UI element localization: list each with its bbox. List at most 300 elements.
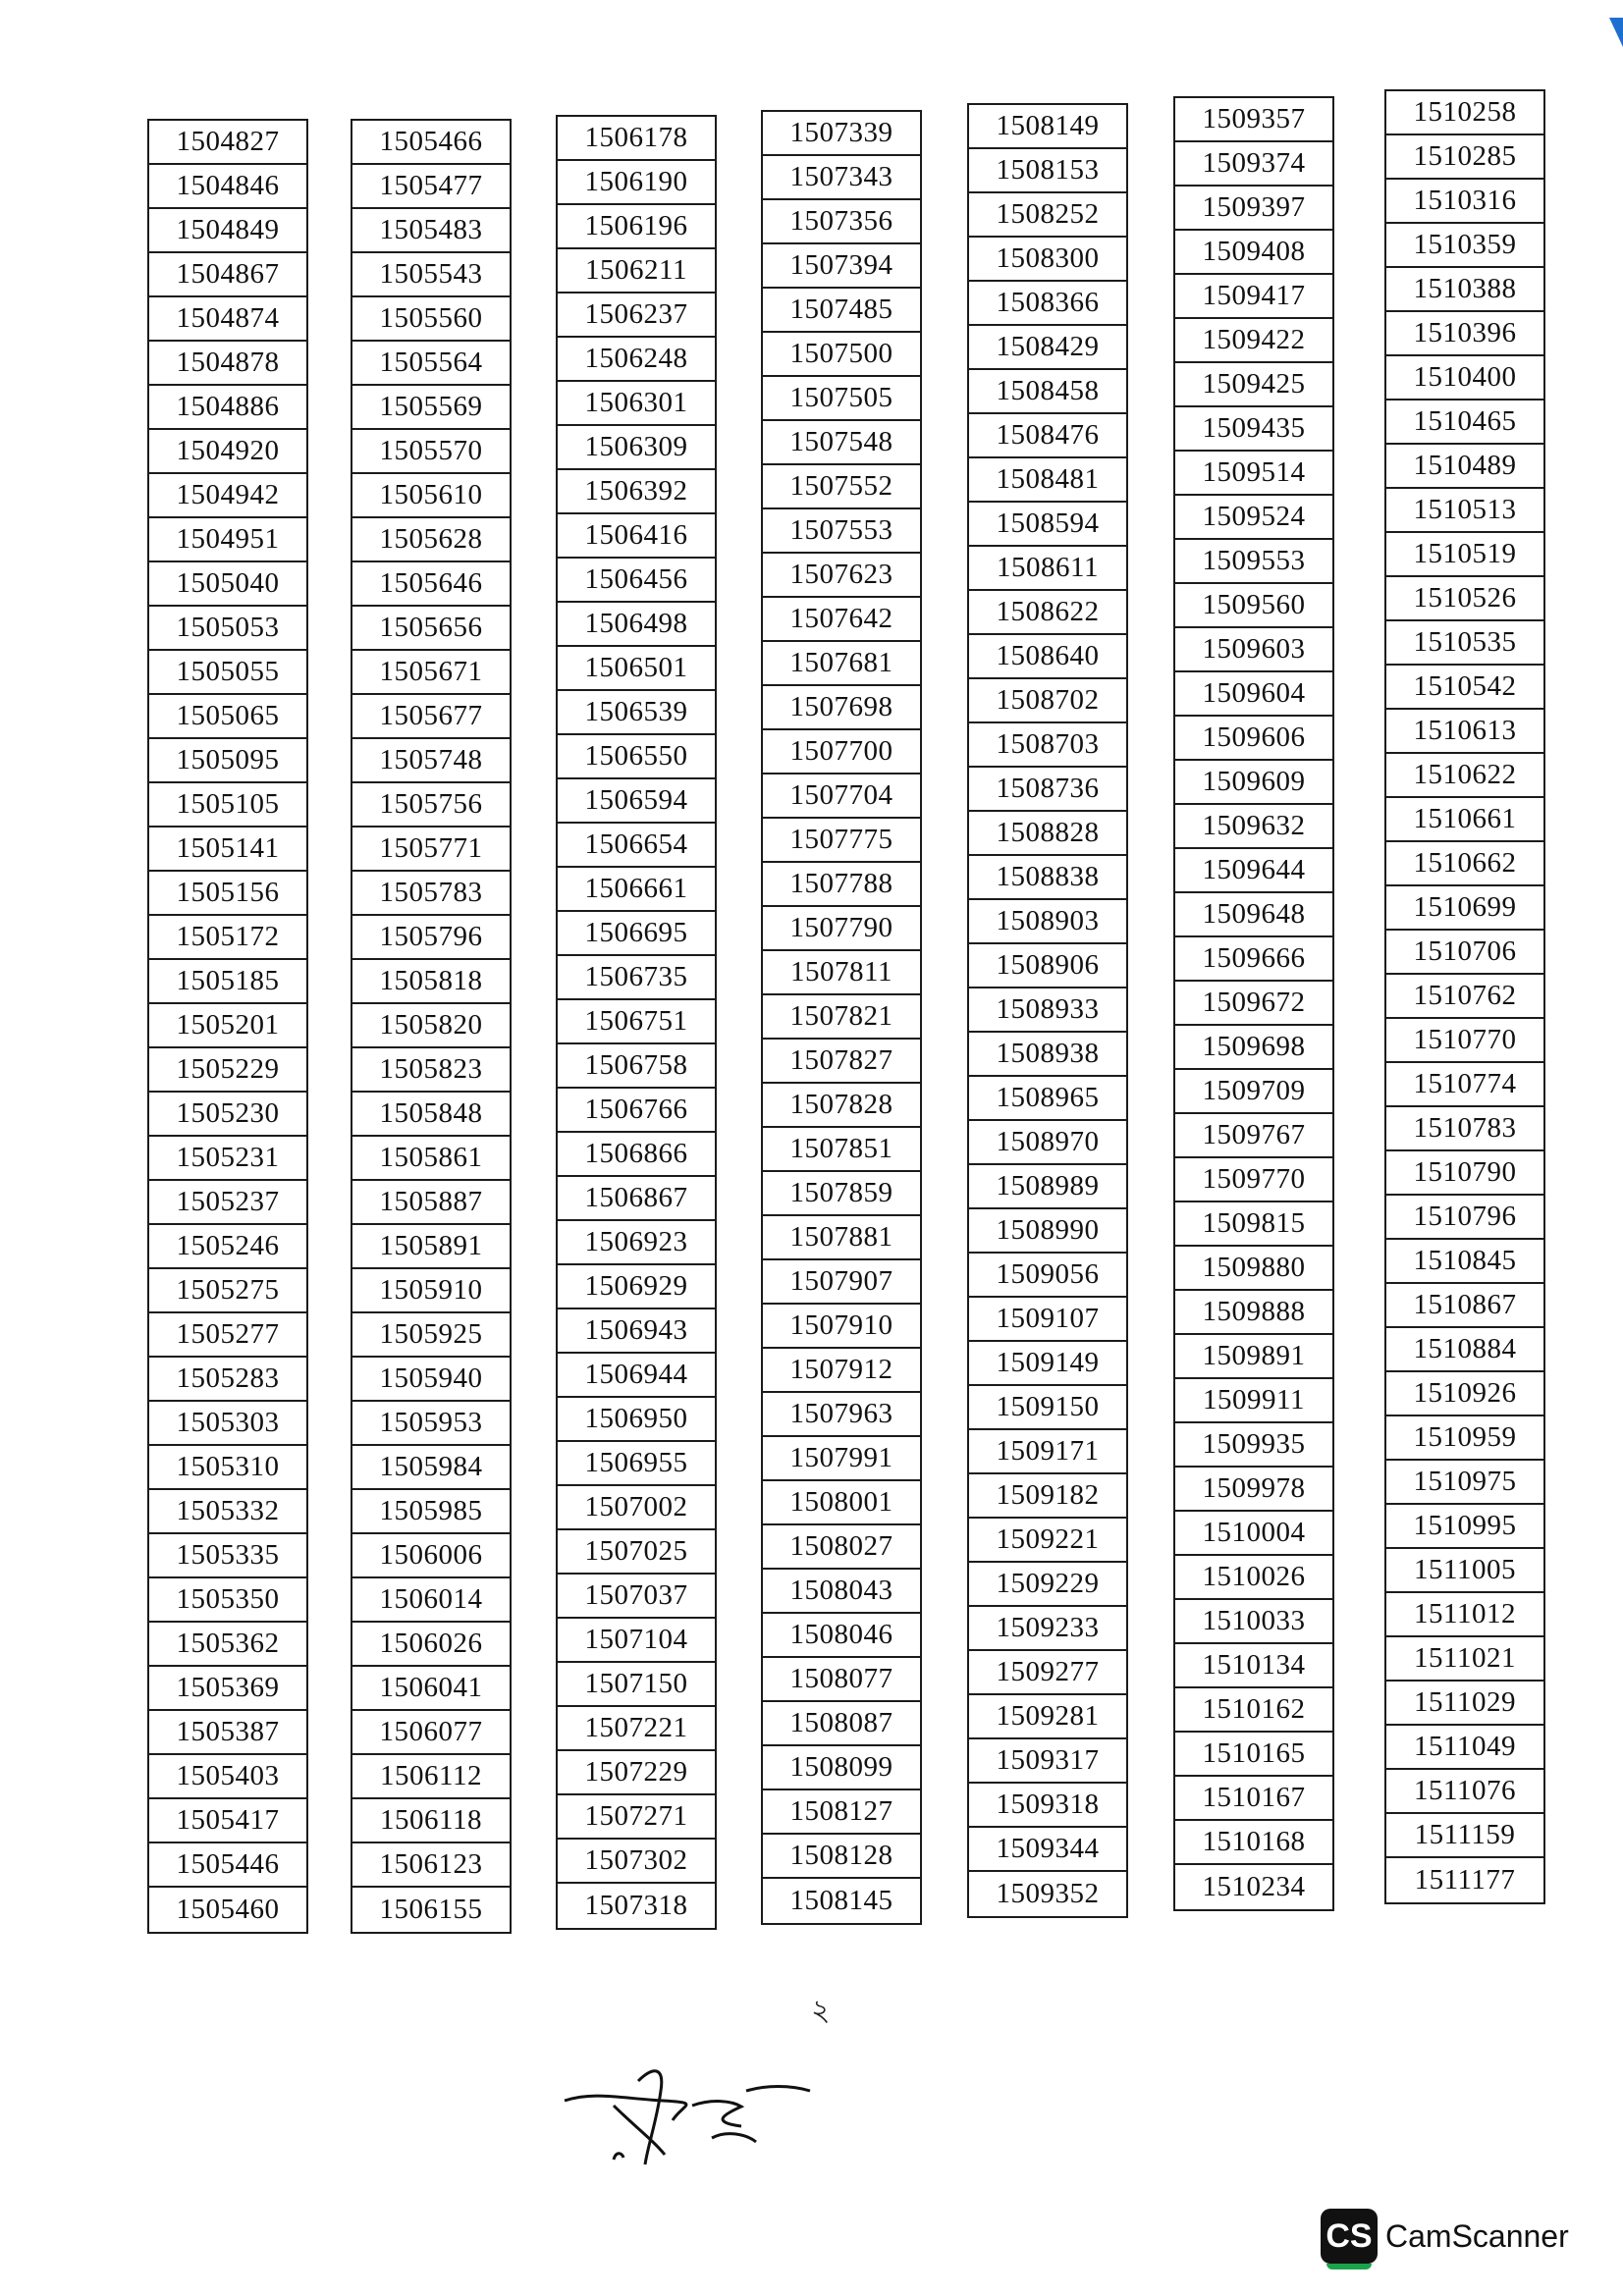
id-cell: 1510790 [1386,1151,1543,1196]
id-cell: 1505310 [149,1446,306,1490]
id-cell: 1506735 [558,956,715,1000]
id-cell: 1509056 [969,1254,1126,1298]
id-cell: 1508458 [969,370,1126,414]
id-cell: 1508481 [969,458,1126,503]
id-cell: 1509107 [969,1298,1126,1342]
id-cell: 1509352 [996,1878,1100,1909]
id-cell: 1508828 [969,812,1126,856]
id-cell: 1505610 [352,474,510,518]
id-cell: 1505570 [352,430,510,474]
id-cell: 1505646 [352,562,510,607]
id-cell: 1505229 [149,1048,306,1093]
id-cell: 1511159 [1386,1814,1543,1858]
id-cell: 1508046 [763,1614,920,1658]
id-cell: 1505861 [352,1137,510,1181]
id-cell: 1510762 [1386,975,1543,1019]
id-column-3 [556,115,717,1930]
id-cell: 1506955 [558,1442,715,1486]
id-cell: 1505040 [149,562,306,607]
id-cell: 1505065 [149,695,306,739]
id-cell: 1506112 [352,1755,510,1799]
id-cell: 1509911 [1175,1379,1332,1423]
id-cell: 1509935 [1175,1423,1332,1468]
id-cell: 1506498 [558,603,715,647]
id-cell: 1509698 [1175,1026,1332,1070]
id-cell: 1510622 [1386,754,1543,798]
id-cell: 1508594 [969,503,1126,547]
id-cell: 1509815 [1175,1202,1332,1247]
id-cell: 1509357 [1175,98,1332,142]
id-cell: 1508099 [763,1746,920,1790]
id-cell: 1510026 [1175,1556,1332,1600]
id-cell: 1505335 [149,1534,306,1578]
id-column-5 [967,103,1128,1918]
id-cell: 1508965 [969,1077,1126,1121]
id-cell: 1506416 [558,514,715,559]
id-cell: 1510004 [1175,1512,1332,1556]
corner-mark [1609,18,1623,47]
id-cell: 1509150 [969,1386,1126,1430]
id-cell: 1506867 [558,1177,715,1221]
id-cell: 1509880 [1175,1247,1332,1291]
id-cell: 1505953 [352,1402,510,1446]
id-cell: 1510613 [1386,710,1543,754]
id-cell: 1508145 [789,1885,893,1916]
id-cell: 1505985 [352,1490,510,1534]
id-cell: 1509397 [1175,187,1332,231]
id-cell: 1506929 [558,1265,715,1309]
id-cell: 1508702 [969,679,1126,723]
camscanner-name: CamScanner [1385,2217,1569,2254]
id-cell: 1504827 [149,121,306,165]
id-cell: 1510388 [1386,268,1543,312]
id-cell: 1507505 [763,377,920,421]
id-cell: 1511029 [1386,1682,1543,1726]
id-cell: 1506944 [558,1354,715,1398]
id-cell: 1508640 [969,635,1126,679]
id-cell: 1505671 [352,651,510,695]
id-cell: 1510134 [1175,1644,1332,1688]
id-cell: 1507356 [763,200,920,244]
id-cell: 1509524 [1175,496,1332,540]
id-cell: 1506178 [558,117,715,161]
id-cell: 1505848 [352,1093,510,1137]
id-cell: 1509978 [1175,1468,1332,1512]
id-cell: 1506661 [558,868,715,912]
id-cell: 1506014 [352,1578,510,1623]
id-cell: 1507821 [763,995,920,1040]
id-cell: 1505055 [149,651,306,695]
id-cell: 1510774 [1386,1063,1543,1107]
id-cell: 1511049 [1386,1726,1543,1770]
id-cell: 1507912 [763,1349,920,1393]
id-cell: 1505201 [149,1004,306,1048]
id-cell: 1509560 [1175,584,1332,628]
id-column-2 [351,119,512,1934]
id-cell: 1511012 [1386,1593,1543,1637]
id-cell: 1509281 [969,1695,1126,1739]
id-cell: 1508703 [969,723,1126,768]
id-cell: 1509149 [969,1342,1126,1386]
id-cell: 1504942 [149,474,306,518]
id-cell: 1510526 [1386,577,1543,621]
id-cell: 1507548 [763,421,920,465]
id-cell: 1505387 [149,1711,306,1755]
id-cell: 1510162 [1175,1688,1332,1733]
id-cell: 1509644 [1175,849,1332,893]
id-cell: 1507229 [558,1751,715,1795]
id-cell: 1510661 [1386,798,1543,842]
id-cell: 1508149 [969,105,1126,149]
id-column-7 [1384,89,1545,1904]
id-cell: 1509604 [1175,672,1332,717]
id-cell: 1507851 [763,1128,920,1172]
id-cell: 1509229 [969,1563,1126,1607]
id-cell: 1505756 [352,783,510,828]
id-cell: 1509422 [1175,319,1332,363]
id-cell: 1509417 [1175,275,1332,319]
id-cell: 1509317 [969,1739,1126,1784]
id-cell: 1510770 [1386,1019,1543,1063]
id-cell: 1507775 [763,819,920,863]
id-cell: 1507859 [763,1172,920,1216]
id-cell: 1505910 [352,1269,510,1313]
id-cell: 1508087 [763,1702,920,1746]
id-cell: 1505141 [149,828,306,872]
id-cell: 1509233 [969,1607,1126,1651]
id-cell: 1505796 [352,916,510,960]
id-cell: 1510168 [1175,1821,1332,1865]
id-cell: 1505237 [149,1181,306,1225]
id-cell: 1508027 [763,1525,920,1570]
id-cell: 1505283 [149,1358,306,1402]
id-cell: 1506077 [352,1711,510,1755]
id-cell: 1507339 [763,112,920,156]
id-cell: 1507881 [763,1216,920,1260]
id-cell: 1505564 [352,342,510,386]
id-cell: 1505172 [149,916,306,960]
id-cell: 1509425 [1175,363,1332,407]
id-cell: 1505569 [352,386,510,430]
id-cell: 1507910 [763,1305,920,1349]
id-cell: 1505543 [352,253,510,297]
id-cell: 1510396 [1386,312,1543,356]
id-cell: 1505887 [352,1181,510,1225]
id-cell: 1505891 [352,1225,510,1269]
id-cell: 1507025 [558,1530,715,1575]
id-cell: 1506695 [558,912,715,956]
id-cell: 1508476 [969,414,1126,458]
id-cell: 1510165 [1175,1733,1332,1777]
id-cell: 1504846 [149,165,306,209]
id-cell: 1507698 [763,686,920,730]
id-cell: 1507343 [763,156,920,200]
id-cell: 1504849 [149,209,306,253]
id-cell: 1504867 [149,253,306,297]
id-cell: 1506123 [352,1843,510,1888]
id-column-6 [1173,96,1334,1911]
id-cell: 1509770 [1175,1158,1332,1202]
id-cell: 1507827 [763,1040,920,1084]
id-cell: 1509672 [1175,982,1332,1026]
id-cell: 1505362 [149,1623,306,1667]
id-cell: 1505477 [352,165,510,209]
id-cell: 1509514 [1175,452,1332,496]
id-cell: 1510796 [1386,1196,1543,1240]
id-cell: 1505628 [352,518,510,562]
id-cell: 1510535 [1386,621,1543,666]
id-cell: 1506539 [558,691,715,735]
id-cell: 1505483 [352,209,510,253]
id-cell: 1509709 [1175,1070,1332,1114]
id-cell: 1506950 [558,1398,715,1442]
id-cell: 1505823 [352,1048,510,1093]
id-cell: 1505820 [352,1004,510,1048]
id-cell: 1509553 [1175,540,1332,584]
id-cell: 1507828 [763,1084,920,1128]
id-cell: 1509632 [1175,805,1332,849]
id-cell: 1507104 [558,1619,715,1663]
id-cell: 1506923 [558,1221,715,1265]
id-cell: 1506006 [352,1534,510,1578]
id-cell: 1510995 [1386,1505,1543,1549]
id-cell: 1508938 [969,1033,1126,1077]
id-cell: 1506211 [558,249,715,294]
id-cell: 1505417 [149,1799,306,1843]
id-cell: 1509648 [1175,893,1332,937]
id-cell: 1506237 [558,294,715,338]
id-cell: 1508128 [763,1835,920,1879]
id-cell: 1506309 [558,426,715,470]
id-cell: 1505369 [149,1667,306,1711]
id-cell: 1505246 [149,1225,306,1269]
id-cell: 1505771 [352,828,510,872]
id-cell: 1507623 [763,554,920,598]
id-cell: 1507002 [558,1486,715,1530]
id-cell: 1507700 [763,730,920,774]
id-cell: 1505783 [352,872,510,916]
id-cell: 1508252 [969,193,1126,238]
id-cell: 1511021 [1386,1637,1543,1682]
id-cell: 1509603 [1175,628,1332,672]
id-cell: 1507553 [763,509,920,554]
id-cell: 1507991 [763,1437,920,1481]
id-cell: 1510662 [1386,842,1543,886]
signature-image [555,2061,889,2169]
id-cell: 1505940 [352,1358,510,1402]
id-cell: 1507221 [558,1707,715,1751]
id-cell: 1505095 [149,739,306,783]
id-cell: 1508077 [763,1658,920,1702]
id-cell: 1505303 [149,1402,306,1446]
id-cell: 1507485 [763,289,920,333]
id-cell: 1510926 [1386,1372,1543,1416]
id-cell: 1507394 [763,244,920,289]
id-cell: 1509344 [969,1828,1126,1872]
id-cell: 1504874 [149,297,306,342]
id-cell: 1506392 [558,470,715,514]
id-cell: 1505275 [149,1269,306,1313]
id-cell: 1505230 [149,1093,306,1137]
id-cell: 1508990 [969,1209,1126,1254]
id-cell: 1506248 [558,338,715,382]
id-cell: 1508903 [969,900,1126,944]
id-cell: 1506501 [558,647,715,691]
id-cell: 1510783 [1386,1107,1543,1151]
id-cell: 1509435 [1175,407,1332,452]
id-cell: 1510489 [1386,445,1543,489]
id-cell: 1505231 [149,1137,306,1181]
id-cell: 1510959 [1386,1416,1543,1461]
id-cell: 1508001 [763,1481,920,1525]
id-cell: 1510975 [1386,1461,1543,1505]
id-cell: 1509277 [969,1651,1126,1695]
id-cell: 1505053 [149,607,306,651]
id-cell: 1509767 [1175,1114,1332,1158]
id-cell: 1508622 [969,591,1126,635]
id-column-1 [147,119,308,1934]
id-cell: 1509609 [1175,761,1332,805]
id-cell: 1506654 [558,824,715,868]
id-cell: 1508838 [969,856,1126,900]
id-cell: 1510884 [1386,1328,1543,1372]
id-cell: 1508736 [969,768,1126,812]
id-cell: 1508127 [763,1790,920,1835]
id-cell: 1507150 [558,1663,715,1707]
id-cell: 1509666 [1175,937,1332,982]
id-cell: 1506456 [558,559,715,603]
id-cell: 1505185 [149,960,306,1004]
id-cell: 1505277 [149,1313,306,1358]
id-cell: 1507704 [763,774,920,819]
id-cell: 1506594 [558,779,715,824]
id-cell: 1506026 [352,1623,510,1667]
id-cell: 1510845 [1386,1240,1543,1284]
id-cell: 1505818 [352,960,510,1004]
id-cell: 1505677 [352,695,510,739]
id-cell: 1510519 [1386,533,1543,577]
id-cell: 1505984 [352,1446,510,1490]
id-cell: 1505156 [149,872,306,916]
id-cell: 1508906 [969,944,1126,988]
id-cell: 1505105 [149,783,306,828]
id-cell: 1507907 [763,1260,920,1305]
id-cell: 1507037 [558,1575,715,1619]
id-cell: 1508933 [969,988,1126,1033]
id-cell: 1507302 [558,1840,715,1884]
camscanner-logo-mark: CS [1321,2209,1378,2264]
id-cell: 1508366 [969,282,1126,326]
id-cell: 1506866 [558,1133,715,1177]
id-cell: 1508429 [969,326,1126,370]
id-cell: 1510167 [1175,1777,1332,1821]
id-cell: 1509171 [969,1430,1126,1474]
id-cell: 1506301 [558,382,715,426]
id-cell: 1510234 [1202,1871,1306,1902]
id-cell: 1511076 [1386,1770,1543,1814]
id-cell: 1505560 [352,297,510,342]
id-cell: 1509891 [1175,1335,1332,1379]
id-cell: 1505748 [352,739,510,783]
id-cell: 1506196 [558,205,715,249]
id-cell: 1509606 [1175,717,1332,761]
id-cell: 1510513 [1386,489,1543,533]
id-cell: 1507811 [763,951,920,995]
id-cell: 1504886 [149,386,306,430]
id-column-4 [761,110,922,1925]
id-cell: 1510699 [1386,886,1543,931]
id-cell: 1510400 [1386,356,1543,400]
id-cell: 1507790 [763,907,920,951]
id-cell: 1510465 [1386,400,1543,445]
id-cell: 1507500 [763,333,920,377]
id-cell: 1506751 [558,1000,715,1044]
id-cell: 1510706 [1386,931,1543,975]
id-cell: 1507318 [584,1890,688,1921]
id-cell: 1511005 [1386,1549,1543,1593]
id-cell: 1509888 [1175,1291,1332,1335]
id-cell: 1506766 [558,1089,715,1133]
id-cell: 1509182 [969,1474,1126,1519]
id-cell: 1508300 [969,238,1126,282]
id-cell: 1508153 [969,149,1126,193]
id-cell: 1505925 [352,1313,510,1358]
page-number: ২ [811,1995,831,2027]
id-cell: 1505350 [149,1578,306,1623]
id-cell: 1510033 [1175,1600,1332,1644]
id-cell: 1505332 [149,1490,306,1534]
id-cell: 1507681 [763,642,920,686]
id-cell: 1510542 [1386,666,1543,710]
id-cell: 1510258 [1386,91,1543,135]
id-cell: 1508043 [763,1570,920,1614]
id-cell: 1508970 [969,1121,1126,1165]
id-cell: 1510316 [1386,180,1543,224]
id-cell: 1505656 [352,607,510,651]
id-cell: 1507788 [763,863,920,907]
id-cell: 1509221 [969,1519,1126,1563]
id-cell: 1507963 [763,1393,920,1437]
camscanner-logo [1321,2209,1569,2264]
id-cell: 1506118 [352,1799,510,1843]
id-cell: 1504920 [149,430,306,474]
id-cell: 1507552 [763,465,920,509]
id-cell: 1506943 [558,1309,715,1354]
id-cell: 1509408 [1175,231,1332,275]
id-cell: 1510285 [1386,135,1543,180]
id-cell: 1506041 [352,1667,510,1711]
id-cell: 1505466 [352,121,510,165]
id-cell: 1510359 [1386,224,1543,268]
id-cell: 1507642 [763,598,920,642]
id-cell: 1508989 [969,1165,1126,1209]
id-cell: 1505460 [176,1894,280,1925]
id-cell: 1506550 [558,735,715,779]
id-cell: 1506155 [379,1894,483,1925]
id-cell: 1505446 [149,1843,306,1888]
id-cell: 1504951 [149,518,306,562]
id-cell: 1511177 [1414,1864,1516,1896]
id-cell: 1506190 [558,161,715,205]
id-cell: 1508611 [969,547,1126,591]
id-cell: 1509318 [969,1784,1126,1828]
id-cell: 1509374 [1175,142,1332,187]
id-cell: 1510867 [1386,1284,1543,1328]
id-cell: 1507271 [558,1795,715,1840]
id-cell: 1504878 [149,342,306,386]
id-cell: 1505403 [149,1755,306,1799]
id-cell: 1506758 [558,1044,715,1089]
